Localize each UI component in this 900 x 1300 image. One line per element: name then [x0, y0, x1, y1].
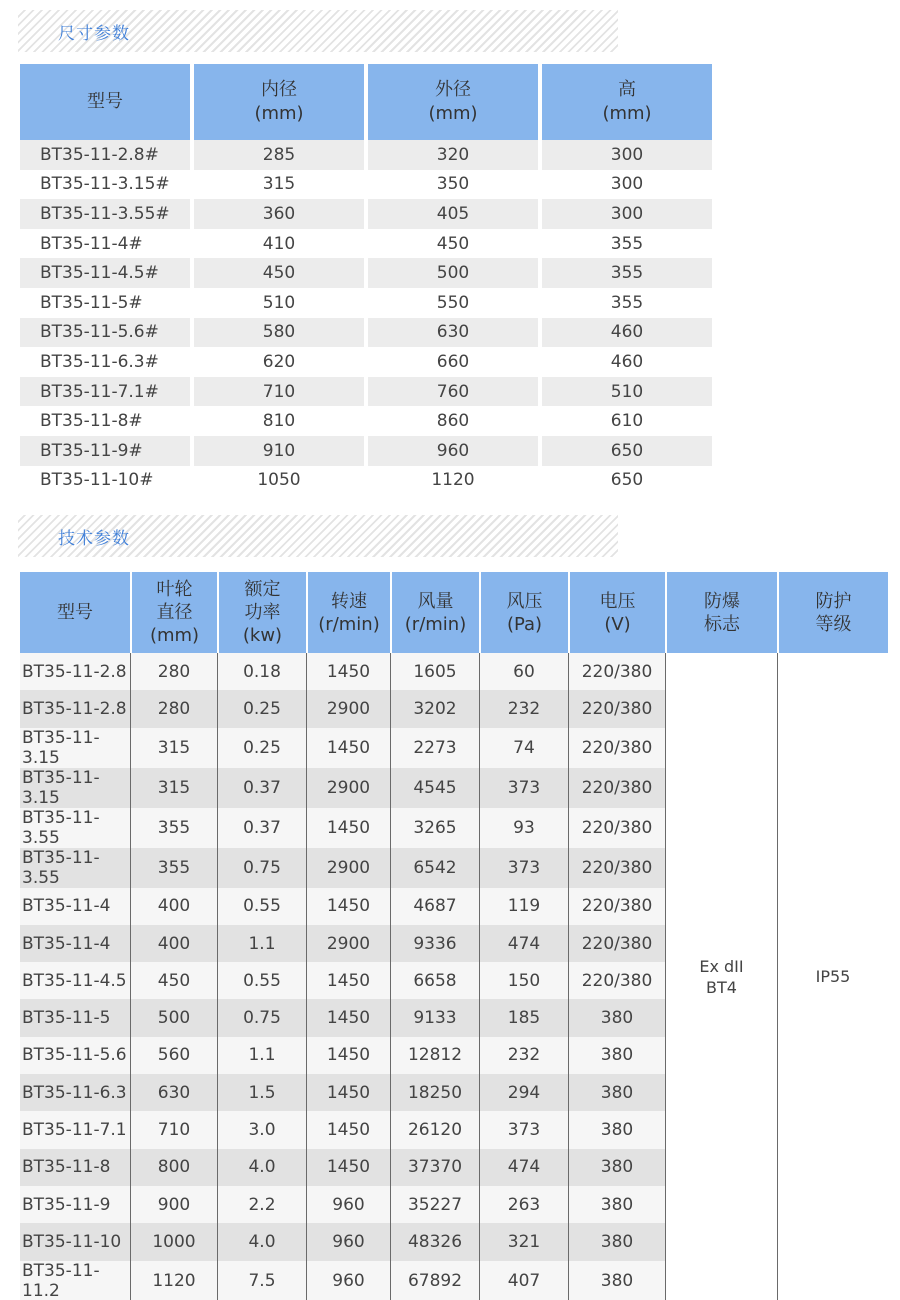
header-label: 电压: [599, 590, 636, 612]
cell-airflow: 48326: [390, 1223, 479, 1260]
cell-rated-power: 0.55: [217, 962, 306, 999]
header-unit: (r/min): [318, 613, 380, 635]
cell-airflow: 3202: [390, 690, 479, 727]
cell-impeller-diameter: 1120: [130, 1261, 217, 1300]
cell-model: BT35-11-7.1#: [20, 377, 190, 407]
cell-rated-power: 4.0: [217, 1223, 306, 1260]
section-banner-technical: [18, 515, 618, 557]
cell-model: BT35-11-9#: [20, 436, 190, 466]
cell-outer-diameter: 1120: [368, 466, 538, 496]
cell-model: BT35-11-2.8: [20, 653, 130, 690]
cell-rated-power: 3.0: [217, 1111, 306, 1148]
cell-pressure: 407: [479, 1261, 568, 1300]
cell-model: BT35-11-5.6#: [20, 318, 190, 348]
cell-pressure: 150: [479, 962, 568, 999]
header-unit: (mm): [428, 103, 478, 124]
cell-outer-diameter: 550: [368, 288, 538, 318]
cell-impeller-diameter: 280: [130, 690, 217, 727]
cell-rated-power: 0.18: [217, 653, 306, 690]
cell-height: 300: [542, 199, 712, 229]
cell-airflow: 1605: [390, 653, 479, 690]
header-impeller-diameter: [130, 572, 217, 653]
cell-height: 610: [542, 406, 712, 436]
cell-impeller-diameter: 315: [130, 728, 217, 768]
cell-voltage: 380: [568, 999, 665, 1036]
dimensions-header-row: [20, 64, 712, 140]
cell-voltage: 220/380: [568, 728, 665, 768]
header-label: 风压: [506, 590, 543, 612]
header-label: 叶轮: [156, 579, 193, 600]
dimensions-table: [16, 64, 716, 495]
cell-voltage: 380: [568, 1223, 665, 1260]
cell-rated-power: 1.5: [217, 1074, 306, 1111]
explosion-mark-line2: BT4: [706, 977, 737, 997]
cell-inner-diameter: 580: [194, 318, 364, 348]
section-banner-dimensions: [18, 10, 618, 52]
cell-rated-power: 1.1: [217, 1037, 306, 1074]
cell-height: 300: [542, 170, 712, 200]
cell-voltage: 380: [568, 1074, 665, 1111]
header-label: 转速: [331, 590, 367, 612]
header-label: 等级: [815, 613, 852, 635]
cell-voltage: 220/380: [568, 925, 665, 962]
cell-model: BT35-11-8#: [20, 406, 190, 436]
technical-table: [20, 572, 888, 1300]
cell-speed: 960: [306, 1223, 390, 1260]
cell-pressure: 373: [479, 848, 568, 888]
cell-speed: 1450: [306, 888, 390, 925]
cell-inner-diameter: 710: [194, 377, 364, 407]
cell-pressure: 60: [479, 653, 568, 690]
header-label: 防护: [815, 590, 852, 612]
cell-impeller-diameter: 900: [130, 1186, 217, 1223]
cell-rated-power: 0.75: [217, 999, 306, 1036]
cell-rated-power: 0.75: [217, 848, 306, 888]
header-unit: (Pa): [506, 613, 543, 635]
cell-height: 300: [542, 140, 712, 170]
cell-inner-diameter: 410: [194, 229, 364, 259]
header-unit: (mm): [254, 103, 304, 124]
table-row: [20, 170, 712, 200]
cell-airflow: 4687: [390, 888, 479, 925]
cell-pressure: 93: [479, 808, 568, 848]
header-height: [542, 64, 712, 140]
cell-model: BT35-11-5.6: [20, 1037, 130, 1074]
cell-speed: 1450: [306, 962, 390, 999]
cell-outer-diameter: 500: [368, 258, 538, 288]
cell-airflow: 9133: [390, 999, 479, 1036]
cell-rated-power: 0.37: [217, 768, 306, 808]
cell-model: BT35-11-5: [20, 999, 130, 1036]
cell-airflow: 6542: [390, 848, 479, 888]
header-rated-power: [217, 572, 306, 653]
cell-pressure: 74: [479, 728, 568, 768]
cell-speed: 1450: [306, 1111, 390, 1148]
cell-impeller-diameter: 400: [130, 925, 217, 962]
cell-height: 355: [542, 229, 712, 259]
cell-pressure: 373: [479, 768, 568, 808]
cell-airflow: 67892: [390, 1261, 479, 1300]
cell-impeller-diameter: 400: [130, 888, 217, 925]
cell-rated-power: 2.2: [217, 1186, 306, 1223]
cell-impeller-diameter: 355: [130, 848, 217, 888]
table-row: [20, 258, 712, 288]
header-unit: (kw): [242, 625, 283, 646]
cell-height: 355: [542, 288, 712, 318]
cell-impeller-diameter: 800: [130, 1149, 217, 1186]
cell-inner-diameter: 1050: [194, 466, 364, 496]
cell-speed: 1450: [306, 1149, 390, 1186]
cell-pressure: 321: [479, 1223, 568, 1260]
cell-airflow: 2273: [390, 728, 479, 768]
cell-outer-diameter: 860: [368, 406, 538, 436]
header-label: 额定: [244, 579, 281, 600]
cell-voltage: 220/380: [568, 690, 665, 727]
cell-rated-power: 0.25: [217, 690, 306, 727]
cell-impeller-diameter: 450: [130, 962, 217, 999]
table-row: [20, 288, 712, 318]
cell-model: BT35-11-4.5: [20, 962, 130, 999]
header-airflow: [390, 572, 479, 653]
cell-airflow: 18250: [390, 1074, 479, 1111]
header-label: 内径: [261, 79, 297, 100]
cell-voltage: 380: [568, 1186, 665, 1223]
cell-pressure: 474: [479, 1149, 568, 1186]
explosion-mark-line1: Ex dII: [699, 956, 744, 976]
cell-airflow: 6658: [390, 962, 479, 999]
cell-inner-diameter: 620: [194, 347, 364, 377]
header-voltage: [568, 572, 665, 653]
cell-pressure: 232: [479, 1037, 568, 1074]
header-model: [20, 572, 130, 653]
cell-model: BT35-11-3.55: [20, 808, 130, 848]
cell-model: BT35-11-5#: [20, 288, 190, 318]
header-outer-diameter: [368, 64, 538, 140]
cell-model: BT35-11-6.3#: [20, 347, 190, 377]
cell-model: BT35-11-8: [20, 1149, 130, 1186]
cell-impeller-diameter: 315: [130, 768, 217, 808]
header-label: 防爆: [704, 590, 740, 612]
cell-model: BT35-11-4: [20, 888, 130, 925]
cell-model: BT35-11-3.15#: [20, 170, 190, 200]
cell-speed: 960: [306, 1186, 390, 1223]
cell-height: 460: [542, 318, 712, 348]
cell-rated-power: 0.25: [217, 728, 306, 768]
cell-model: BT35-11-3.55: [20, 848, 130, 888]
cell-speed: 2900: [306, 848, 390, 888]
cell-airflow: 26120: [390, 1111, 479, 1148]
cell-model: BT35-11-11.2: [20, 1261, 130, 1300]
cell-rated-power: 0.55: [217, 888, 306, 925]
cell-height: 460: [542, 347, 712, 377]
header-label: 风量: [417, 590, 454, 612]
table-row: [20, 466, 712, 496]
cell-impeller-diameter: 280: [130, 653, 217, 690]
cell-model: BT35-11-10: [20, 1223, 130, 1260]
cell-impeller-diameter: 630: [130, 1074, 217, 1111]
cell-outer-diameter: 450: [368, 229, 538, 259]
header-model: [20, 64, 190, 140]
cell-model: BT35-11-3.15: [20, 728, 130, 768]
cell-voltage: 220/380: [568, 848, 665, 888]
cell-speed: 1450: [306, 808, 390, 848]
technical-header-row: [20, 572, 888, 653]
cell-pressure: 294: [479, 1074, 568, 1111]
table-row: [20, 653, 888, 690]
cell-voltage: 220/380: [568, 768, 665, 808]
cell-model: BT35-11-2.8#: [20, 140, 190, 170]
cell-voltage: 220/380: [568, 962, 665, 999]
cell-outer-diameter: 320: [368, 140, 538, 170]
cell-impeller-diameter: 500: [130, 999, 217, 1036]
cell-speed: 1450: [306, 728, 390, 768]
header-protection-level: [777, 572, 888, 653]
cell-speed: 2900: [306, 768, 390, 808]
header-label: 标志: [704, 613, 740, 635]
cell-rated-power: 1.1: [217, 925, 306, 962]
header-inner-diameter: [194, 64, 364, 140]
header-unit: (V): [604, 613, 631, 635]
cell-speed: 1450: [306, 1074, 390, 1111]
cell-voltage: 220/380: [568, 653, 665, 690]
cell-impeller-diameter: 355: [130, 808, 217, 848]
table-row: [20, 377, 712, 407]
cell-outer-diameter: 350: [368, 170, 538, 200]
header-unit: (mm): [149, 625, 200, 646]
cell-height: 650: [542, 436, 712, 466]
header-label: 型号: [57, 602, 93, 623]
header-label: 型号: [87, 91, 123, 112]
cell-speed: 960: [306, 1261, 390, 1300]
cell-rated-power: 7.5: [217, 1261, 306, 1300]
header-explosion-mark: [665, 572, 777, 653]
cell-pressure: 263: [479, 1186, 568, 1223]
cell-pressure: 474: [479, 925, 568, 962]
cell-inner-diameter: 450: [194, 258, 364, 288]
section-title-technical: 技术参数: [58, 529, 130, 549]
cell-voltage: 380: [568, 1111, 665, 1148]
table-row: [20, 140, 712, 170]
cell-inner-diameter: 315: [194, 170, 364, 200]
cell-outer-diameter: 630: [368, 318, 538, 348]
cell-speed: 1450: [306, 1037, 390, 1074]
cell-inner-diameter: 910: [194, 436, 364, 466]
cell-model: BT35-11-6.3: [20, 1074, 130, 1111]
cell-model: BT35-11-4.5#: [20, 258, 190, 288]
cell-outer-diameter: 660: [368, 347, 538, 377]
cell-impeller-diameter: 1000: [130, 1223, 217, 1260]
cell-airflow: 4545: [390, 768, 479, 808]
table-row: [20, 199, 712, 229]
cell-inner-diameter: 810: [194, 406, 364, 436]
cell-pressure: 119: [479, 888, 568, 925]
cell-speed: 2900: [306, 925, 390, 962]
section-title-dimensions: 尺寸参数: [58, 24, 130, 44]
cell-inner-diameter: 510: [194, 288, 364, 318]
header-speed: [306, 572, 390, 653]
header-label: 高: [618, 79, 636, 100]
cell-pressure: 185: [479, 999, 568, 1036]
cell-impeller-diameter: 710: [130, 1111, 217, 1148]
cell-outer-diameter: 760: [368, 377, 538, 407]
table-row: [20, 436, 712, 466]
cell-airflow: 3265: [390, 808, 479, 848]
table-row: [20, 347, 712, 377]
cell-speed: 2900: [306, 690, 390, 727]
cell-model: BT35-11-4#: [20, 229, 190, 259]
cell-model: BT35-11-7.1: [20, 1111, 130, 1148]
cell-voltage: 220/380: [568, 888, 665, 925]
header-unit: (mm): [602, 103, 652, 124]
cell-model: BT35-11-3.15: [20, 768, 130, 808]
cell-voltage: 220/380: [568, 808, 665, 848]
cell-impeller-diameter: 560: [130, 1037, 217, 1074]
cell-model: BT35-11-4: [20, 925, 130, 962]
header-label: 直径: [156, 602, 193, 623]
header-pressure: [479, 572, 568, 653]
cell-model: BT35-11-9: [20, 1186, 130, 1223]
cell-airflow: 12812: [390, 1037, 479, 1074]
cell-speed: 1450: [306, 653, 390, 690]
cell-voltage: 380: [568, 1261, 665, 1300]
cell-outer-diameter: 960: [368, 436, 538, 466]
cell-model: BT35-11-2.8: [20, 690, 130, 727]
cell-airflow: 35227: [390, 1186, 479, 1223]
cell-model: BT35-11-3.55#: [20, 199, 190, 229]
cell-rated-power: 4.0: [217, 1149, 306, 1186]
cell-pressure: 232: [479, 690, 568, 727]
cell-inner-diameter: 360: [194, 199, 364, 229]
table-row: [20, 318, 712, 348]
cell-height: 510: [542, 377, 712, 407]
cell-voltage: 380: [568, 1149, 665, 1186]
cell-airflow: 9336: [390, 925, 479, 962]
cell-height: 355: [542, 258, 712, 288]
cell-rated-power: 0.37: [217, 808, 306, 848]
cell-model: BT35-11-10#: [20, 466, 190, 496]
table-row: [20, 229, 712, 259]
cell-inner-diameter: 285: [194, 140, 364, 170]
cell-speed: 1450: [306, 999, 390, 1036]
cell-protection-level: IP55: [777, 653, 888, 1300]
table-row: [20, 406, 712, 436]
cell-explosion-mark: [665, 653, 777, 1300]
header-label: 功率: [244, 602, 281, 623]
cell-pressure: 373: [479, 1111, 568, 1148]
cell-voltage: 380: [568, 1037, 665, 1074]
header-label: 外径: [435, 79, 471, 100]
cell-height: 650: [542, 466, 712, 496]
header-unit: (r/min): [404, 613, 467, 635]
cell-airflow: 37370: [390, 1149, 479, 1186]
cell-outer-diameter: 405: [368, 199, 538, 229]
